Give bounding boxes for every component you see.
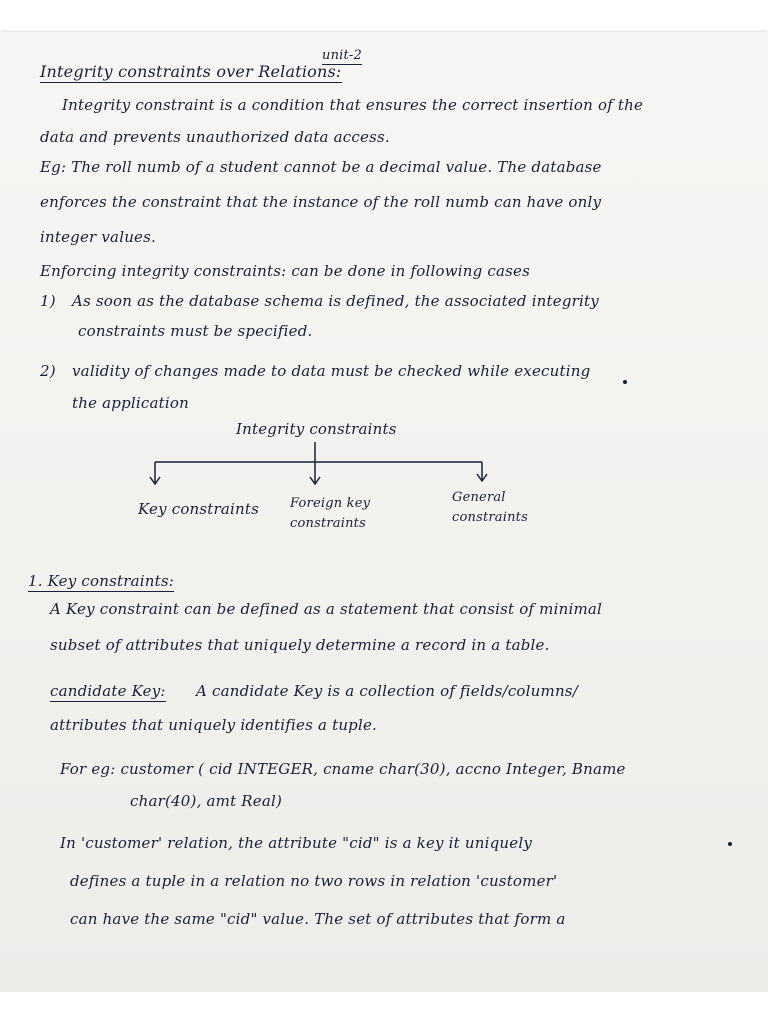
enforcing-item-1-num: 1) [40, 292, 56, 310]
example-line-1: For eg: customer ( cid INTEGER, cname char(30), accno Integer, Bname [60, 760, 626, 778]
pen-dot [623, 380, 627, 384]
top-margin [0, 0, 768, 32]
key-def-line-2: subset of attributes that uniquely determine a record in a table. [50, 636, 550, 654]
tree-child-general: General constraints [452, 490, 528, 525]
paragraph-line-2: defines a tuple in a relation no two rows in relation 'customer' [70, 872, 558, 890]
page-title: Integrity constraints over Relations: [40, 62, 342, 81]
enforcing-item-2-line-1: validity of changes made to data must be checked while executing [72, 362, 591, 380]
unit-label: unit-2 [322, 48, 362, 63]
intro-line-2: data and prevents unauthorized data access. [40, 128, 390, 146]
example-line-2: char(40), amt Real) [130, 792, 283, 810]
pen-dot-2 [728, 842, 732, 846]
intro-line-3: Eg: The roll numb of a student cannot be a decimal value. The database [40, 158, 602, 176]
enforcing-lead: Enforcing integrity constraints: can be done in following cases [40, 262, 531, 280]
paragraph-line-3: can have the same "cid" value. The set of attributes that form a [70, 910, 566, 928]
tree-child-foreign: Foreign key constraints [290, 496, 371, 531]
enforcing-item-2-line-2: the application [72, 394, 189, 412]
paragraph-line-1: In 'customer' relation, the attribute "cid" is a key it uniquely [60, 834, 533, 852]
tree-child-key: Key constraints [138, 500, 260, 518]
enforcing-item-2-num: 2) [40, 362, 56, 380]
intro-line-1: Integrity constraint is a condition that ensures the correct insertion of the [62, 96, 644, 114]
tree-root: Integrity constraints [236, 420, 397, 438]
candidate-key-label: candidate Key: [50, 682, 166, 700]
candidate-line-1: A candidate Key is a collection of fields/columns/ [196, 682, 578, 700]
bottom-margin [0, 992, 768, 1024]
intro-line-5: integer values. [40, 228, 156, 246]
candidate-line-2: attributes that uniquely identifies a tuple. [50, 716, 378, 734]
key-section-heading: 1. Key constraints: [28, 572, 174, 590]
enforcing-item-1-line-2: constraints must be specified. [78, 322, 313, 340]
key-def-line-1: A Key constraint can be defined as a statement that consist of minimal [50, 600, 603, 618]
intro-line-4: enforces the constraint that the instance of the roll numb can have only [40, 193, 602, 211]
enforcing-item-1-line-1: As soon as the database schema is defined, the associated integrity [72, 292, 599, 310]
